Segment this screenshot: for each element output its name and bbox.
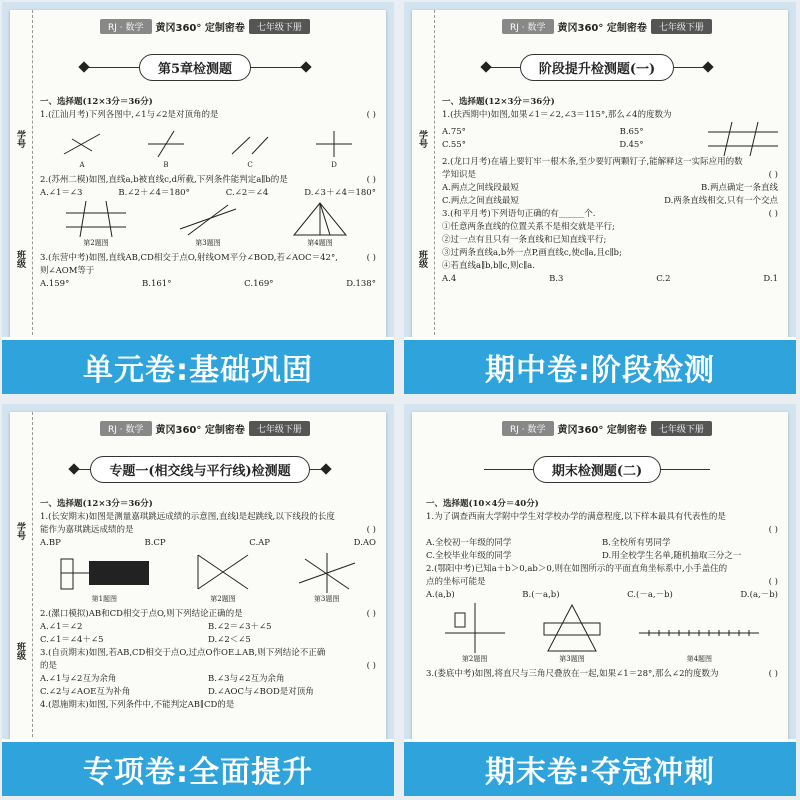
binding-label-2: 班级 xyxy=(15,250,25,268)
question-text: 能作为嘉琪跳远成绩的是 xyxy=(40,525,134,535)
brand: 黄冈360° 定制密卷 xyxy=(557,22,647,34)
binding-strip xyxy=(10,412,33,742)
paper-content xyxy=(40,96,376,291)
brand: 黄冈360° 定制密卷 xyxy=(155,22,245,34)
tag-left: RJ · 数学 xyxy=(100,19,152,34)
option: D.用全校学生名单,随机抽取三分之一 xyxy=(602,551,742,561)
figure-row xyxy=(426,604,778,666)
figure xyxy=(188,553,258,606)
figure xyxy=(708,122,778,156)
question-text: 2.(龙口月考)在墙上要钉牢一根木条,至少要钉两颗钉子,能解释这一实际应用的数 xyxy=(442,157,743,167)
options xyxy=(40,621,376,634)
binding-label-1: 学号 xyxy=(15,522,25,540)
option: A.(a,b) xyxy=(426,590,455,600)
figure xyxy=(639,603,759,666)
section-heading: 一、选择题(12×3分＝36分) xyxy=(442,97,555,107)
options xyxy=(40,187,376,200)
panel-final xyxy=(404,404,796,796)
option: B.3 xyxy=(549,274,564,284)
option: A.75° xyxy=(442,127,466,137)
option: C.55° xyxy=(442,140,466,150)
binding-label-2: 班级 xyxy=(417,250,427,268)
title-bar xyxy=(70,454,330,484)
question-text: 的是 xyxy=(40,661,58,671)
option: D.∠AOC与∠BOD是对顶角 xyxy=(208,687,314,697)
panel-midterm xyxy=(404,2,796,394)
option: C.169° xyxy=(244,279,274,289)
binding-label-1: 学号 xyxy=(15,130,25,148)
option: D.138° xyxy=(346,279,376,289)
option: A.∠1与∠2互为余角 xyxy=(40,674,117,684)
figure xyxy=(178,201,238,250)
question-text: 3.(娄底中考)如图,将直尺与三角尺叠放在一起,如果∠1＝28°,那么∠2的度数为 xyxy=(426,669,719,679)
answer-blank: ( ) xyxy=(366,253,376,263)
caption-banner: 专项卷:全面提升 xyxy=(2,739,394,796)
option: B.∠2＋∠4＝180° xyxy=(118,188,190,198)
option: A.∠1＝∠2 xyxy=(40,622,83,632)
option: D.∠3＋∠4＝180° xyxy=(304,188,376,198)
option: D.(a,－b) xyxy=(740,590,778,600)
answer-blank: ( ) xyxy=(768,525,778,535)
answer-blank: ( ) xyxy=(366,525,376,535)
binding-strip xyxy=(412,10,435,340)
options xyxy=(40,673,376,686)
figure-row xyxy=(40,124,376,172)
exam-paper xyxy=(10,10,386,340)
figure xyxy=(290,201,350,250)
tag-right: 七年级下册 xyxy=(651,19,712,34)
option: B.两点确定一条直线 xyxy=(701,183,778,193)
section-heading: 一、选择题(12×3分＝36分) xyxy=(40,97,153,107)
option: C.∠1＝∠4＋∠5 xyxy=(40,635,104,645)
option: C.(－a,－b) xyxy=(627,590,673,600)
figure xyxy=(59,553,149,606)
question-text: 1.(长安期末)如图是测量嘉琪跳远成绩的示意图,直线l是起跳线,以下线段的长度 xyxy=(40,512,335,522)
question-text: 3.(和平月考)下列语句正确的有______个. xyxy=(442,209,596,219)
statement: ②过一点有且只有一条直线和已知直线平行; xyxy=(442,235,607,245)
options xyxy=(40,537,376,550)
exam-paper xyxy=(10,412,386,742)
question-text: 2.(漯口模拟)AB和CD相交于点O,则下列结论正确的是 xyxy=(40,609,243,619)
option: D.两条直线相交,只有一个交点 xyxy=(664,196,778,206)
section-heading: 一、选择题(10×4分＝40分) xyxy=(426,499,539,509)
figure xyxy=(314,129,354,172)
question-text: 3.(自贡期末)如图,若AB,CD相交于点O,过点O作OE⊥AB,则下列结论不正确 xyxy=(40,648,326,658)
paper-content xyxy=(442,96,778,286)
answer-blank: ( ) xyxy=(768,577,778,587)
option: D.1 xyxy=(763,274,778,284)
option: A.4 xyxy=(442,274,457,284)
figure-label: A xyxy=(79,161,85,169)
option: C.∠2＝∠4 xyxy=(225,188,269,198)
question-text: 2.(鄂阳中考)已知a＋b＞0,ab＞0,则在如图所示的平面直角坐标系中,小手盖住的 xyxy=(426,564,728,574)
figure-caption: 第3题图 xyxy=(313,595,340,603)
tag-right: 七年级下册 xyxy=(249,19,310,34)
paper-header xyxy=(502,420,712,436)
binding-label-2: 班级 xyxy=(15,642,25,660)
paper-content xyxy=(426,498,778,681)
option: C.AP xyxy=(249,538,271,548)
figure-caption: 第3题图 xyxy=(559,655,585,663)
option: C.∠2与∠AOE互为补角 xyxy=(40,687,131,697)
exam-paper xyxy=(412,412,788,742)
panel-unit-test xyxy=(2,2,394,394)
option: C.2 xyxy=(656,274,671,284)
option: B.65° xyxy=(619,127,644,137)
question-text: 2.(苏州二模)如图,直线a,b被直线c,d所截,下列条件能判定a∥b的是 xyxy=(40,175,288,185)
statement: ①任意两条直线的位置关系不是相交就是平行; xyxy=(442,222,615,232)
options xyxy=(442,126,644,152)
option: C.全校毕业年级的同学 xyxy=(426,551,512,561)
option: A.两点之间线段最短 xyxy=(442,183,519,193)
tag-left: RJ · 数学 xyxy=(502,421,554,436)
option: A.全校初一年级的同学 xyxy=(426,538,512,548)
caption-banner: 单元卷:基础巩固 xyxy=(2,337,394,394)
brand: 黄冈360° 定制密卷 xyxy=(155,424,245,436)
answer-blank: ( ) xyxy=(768,669,778,679)
question-text: 1.(江汕月考)下列各图中,∠1与∠2是对顶角的是 xyxy=(40,110,219,120)
statement: ④若直线a∥b,b∥c,则c∥a. xyxy=(442,261,535,271)
figure xyxy=(542,603,602,666)
answer-blank: ( ) xyxy=(366,661,376,671)
figure-caption: 第2题图 xyxy=(461,655,488,663)
caption-banner: 期末卷:夺冠冲刺 xyxy=(404,739,796,796)
question-text: 则∠AOM等于 xyxy=(40,266,95,276)
options xyxy=(40,686,376,699)
figure xyxy=(146,129,186,172)
figure xyxy=(62,129,102,172)
figure-label: B xyxy=(163,161,169,169)
answer-blank: ( ) xyxy=(366,175,376,185)
figure xyxy=(297,553,357,606)
answer-blank: ( ) xyxy=(768,209,778,219)
figure-row xyxy=(40,552,376,606)
caption-banner: 期中卷:阶段检测 xyxy=(404,337,796,394)
title-bar xyxy=(482,454,712,484)
question-text: 1.为了调查西南大学附中学生对学校办学的满意程度,以下样本最具有代表性的是 xyxy=(426,512,726,522)
binding-strip xyxy=(10,10,33,340)
figure-caption: 第4题图 xyxy=(686,655,713,663)
option: D.45° xyxy=(619,140,644,150)
options xyxy=(426,550,778,563)
paper-header xyxy=(100,420,310,436)
options xyxy=(40,634,376,647)
figure-caption: 第2题图 xyxy=(83,239,109,247)
paper-content xyxy=(40,498,376,712)
tag-left: RJ · 数学 xyxy=(100,421,152,436)
options xyxy=(40,278,376,291)
section-heading: 一、选择题(12×3分＝36分) xyxy=(40,499,153,509)
answer-blank: ( ) xyxy=(768,170,778,180)
figure-label: D xyxy=(331,161,337,169)
figure-row xyxy=(40,202,376,250)
paper-header xyxy=(100,18,310,34)
binding-label-1: 学号 xyxy=(417,130,427,148)
paper-title: 期末检测题(二) xyxy=(533,456,661,483)
paper-title: 专题一(相交线与平行线)检测题 xyxy=(90,456,309,483)
paper-title: 阶段提升检测题(一) xyxy=(520,54,674,81)
tag-left: RJ · 数学 xyxy=(502,19,554,34)
options xyxy=(426,537,778,550)
figure-label: C xyxy=(247,161,253,169)
option: D.AO xyxy=(353,538,376,548)
answer-blank: ( ) xyxy=(366,110,376,120)
option: D.∠2＜∠5 xyxy=(208,635,251,645)
figure-caption: 第4题图 xyxy=(307,239,333,247)
options xyxy=(426,589,778,602)
option: A.BP xyxy=(40,538,61,548)
option: B.(－a,b) xyxy=(522,590,560,600)
panel-special-topic xyxy=(2,404,394,796)
option: A.∠1＝∠3 xyxy=(40,188,83,198)
question-text: 4.(恩施期末)如图,下列条件中,不能判定AB∥CD的是 xyxy=(40,700,235,710)
option: B.∠3与∠2互为余角 xyxy=(208,674,285,684)
answer-blank: ( ) xyxy=(366,609,376,619)
figure xyxy=(66,201,126,250)
figure xyxy=(445,603,505,666)
figure-caption: 第3题图 xyxy=(195,239,221,247)
question-text: 1.(扶西期中)如图,如果∠1＝∠2,∠3＝115°,那么∠4的度数为 xyxy=(442,110,672,120)
statement: ③过两条直线a,b外一点P,画直线c,使c∥a,且c∥b; xyxy=(442,248,622,258)
figure xyxy=(230,129,270,172)
options xyxy=(442,273,778,286)
option: C.两点之间直线最短 xyxy=(442,196,519,206)
question-text: 3.(东营中考)如图,直线AB,CD相交于点O,射线OM平分∠BOD,若∠AOC＝42°, xyxy=(40,253,338,263)
options xyxy=(442,182,778,195)
options xyxy=(442,195,778,208)
option: B.161° xyxy=(142,279,172,289)
option: A.159° xyxy=(40,279,70,289)
exam-paper xyxy=(412,10,788,340)
paper-title: 第5章检测题 xyxy=(139,54,251,81)
paper-header xyxy=(502,18,712,34)
tag-right: 七年级下册 xyxy=(249,421,310,436)
question-body xyxy=(442,122,778,156)
option: B.CP xyxy=(144,538,166,548)
question-text: 学知识是 xyxy=(442,170,477,180)
figure-caption: 第2题图 xyxy=(210,595,236,603)
title-bar xyxy=(482,52,712,82)
tag-right: 七年级下册 xyxy=(651,421,712,436)
title-bar xyxy=(80,52,310,82)
option: B.∠2＝∠3＋∠5 xyxy=(208,622,272,632)
question-text: 点的坐标可能是 xyxy=(426,577,486,587)
brand: 黄冈360° 定制密卷 xyxy=(557,424,647,436)
figure-caption: 第1题图 xyxy=(91,595,118,603)
option: B.全校所有男同学 xyxy=(602,538,671,548)
